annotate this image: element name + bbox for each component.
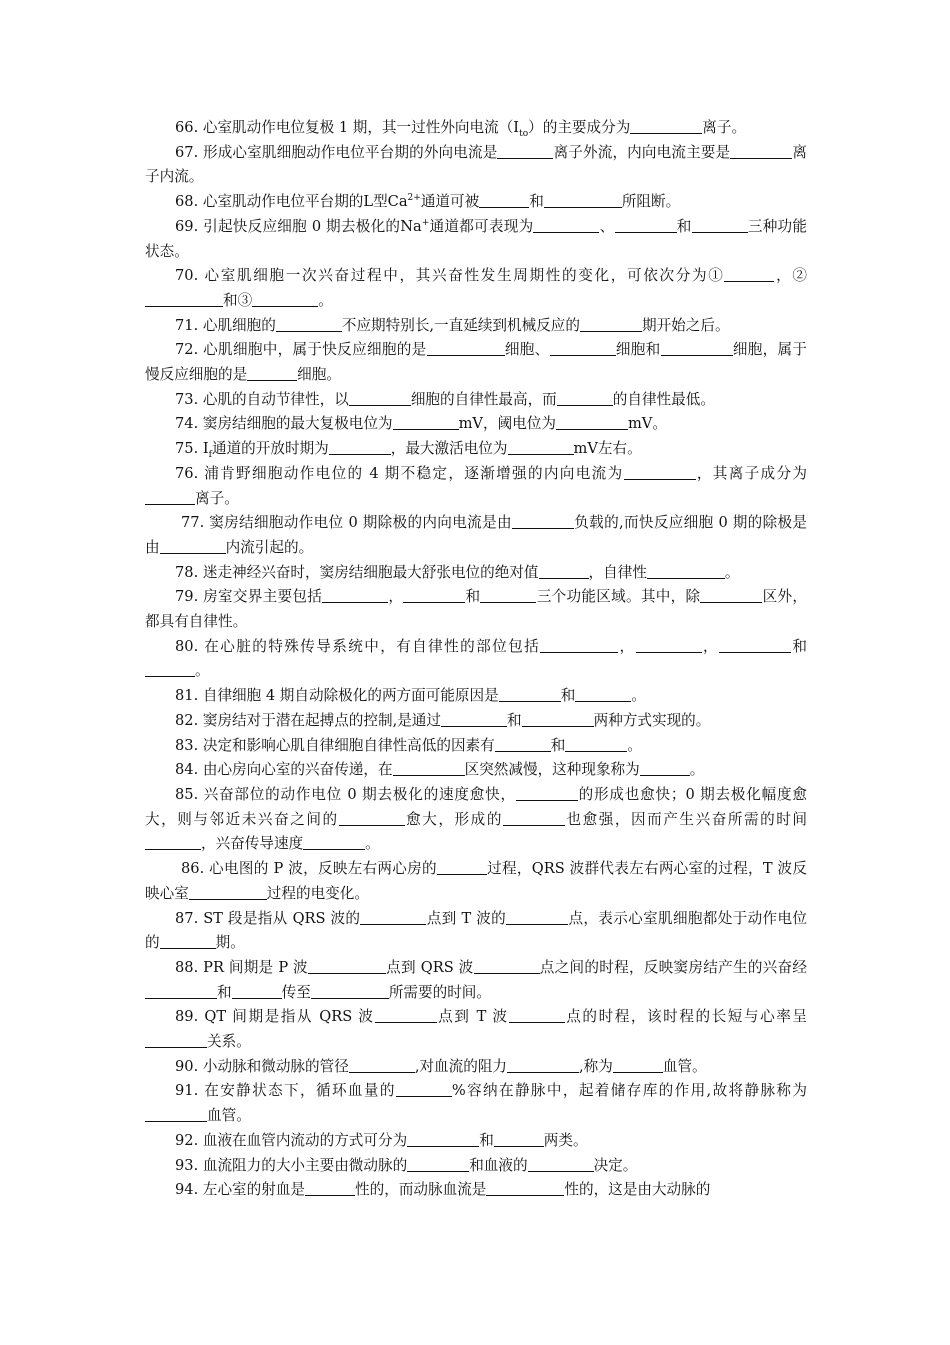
subscript-text: f — [208, 450, 212, 461]
answer-blank[interactable] — [145, 834, 201, 850]
answer-blank[interactable] — [661, 340, 733, 356]
question-text: 。 — [689, 761, 705, 779]
answer-blank[interactable] — [550, 340, 616, 356]
answer-blank[interactable] — [303, 834, 365, 850]
question-number: 87. — [175, 909, 204, 927]
answer-blank[interactable] — [522, 711, 594, 727]
answer-blank[interactable] — [375, 1007, 437, 1023]
question-text: 关系。 — [207, 1033, 251, 1051]
question-text: 离子。 — [195, 489, 239, 507]
question-text: 引起快反应细胞 0 期去极化的Na — [203, 217, 422, 235]
question-item — [145, 190, 807, 215]
answer-blank[interactable] — [407, 1131, 479, 1147]
answer-blank[interactable] — [145, 661, 195, 677]
question-text: 过程的电变化。 — [266, 884, 369, 902]
question-text: ，自律性 — [588, 563, 647, 581]
question-text: 形成心室肌细胞动作电位平台期的外向电流是 — [202, 143, 498, 161]
question-item — [145, 116, 807, 141]
answer-blank[interactable] — [544, 192, 622, 208]
question-text: 在心脏的特殊传导系统中，有自律性的部位包括 — [204, 637, 541, 655]
fill-in-blank-question-list — [145, 116, 807, 1203]
question-text: 和血液的 — [469, 1156, 528, 1174]
subscript-text: to — [519, 128, 529, 139]
answer-blank[interactable] — [624, 464, 696, 480]
question-number: 77. — [181, 514, 210, 532]
question-text: %容纳在静脉中，起着储存库的作用,故将静脉称为 — [451, 1082, 807, 1100]
answer-blank[interactable] — [700, 587, 762, 603]
question-text: ， — [388, 588, 404, 606]
question-item — [145, 1178, 807, 1203]
question-text: PR 间期是 P 波 — [203, 958, 308, 976]
question-text: 过程，QRS 波群代表左右两心室的过程，T 波反映心室 — [145, 860, 807, 902]
question-text: 。 — [195, 662, 210, 680]
answer-blank[interactable] — [636, 637, 702, 653]
question-number: 81. — [175, 687, 203, 705]
answer-blank[interactable] — [145, 983, 217, 999]
answer-blank[interactable] — [557, 390, 613, 406]
question-text: 细胞的自律性最高，而 — [410, 390, 557, 408]
question-text: 心肌细胞中，属于快反应细胞的是 — [203, 341, 427, 359]
question-number: 79. — [175, 588, 204, 606]
question-item — [145, 857, 807, 906]
answer-blank[interactable] — [724, 266, 774, 282]
question-item — [145, 561, 807, 586]
question-text: 细胞和 — [615, 341, 661, 359]
answer-blank[interactable] — [497, 143, 553, 159]
question-text: ST 段是指从 QRS 波的 — [203, 909, 361, 927]
question-text: 和 — [550, 736, 566, 754]
question-text: ）的主要成分为 — [528, 119, 631, 136]
question-text: 传至 — [281, 983, 311, 1001]
question-number: 93. — [175, 1156, 203, 1174]
question-text: 心肌细胞的 — [202, 316, 276, 334]
question-item — [145, 1005, 807, 1054]
question-text: 通道都可表现为 — [429, 217, 534, 235]
question-item — [145, 684, 807, 709]
answer-blank[interactable] — [305, 1180, 355, 1196]
answer-blank[interactable] — [145, 489, 195, 505]
answer-blank[interactable] — [145, 1106, 207, 1122]
question-text: 内流引起的。 — [225, 538, 314, 556]
question-text: ， — [701, 637, 719, 655]
question-text: 通道的开放时期为 — [211, 440, 329, 458]
question-item — [145, 956, 807, 1005]
question-number: 89. — [175, 1008, 205, 1026]
answer-blank[interactable] — [509, 1007, 565, 1023]
question-item — [145, 141, 807, 190]
question-text: 的自律性最低。 — [612, 390, 715, 408]
question-text: 和 — [465, 588, 481, 606]
question-number: 66. — [175, 119, 203, 136]
answer-blank[interactable] — [393, 760, 465, 776]
question-text: 、 — [599, 217, 615, 235]
answer-blank[interactable] — [407, 1156, 469, 1172]
answer-blank[interactable] — [507, 1057, 579, 1073]
question-text: 所需要的时间。 — [388, 983, 491, 1001]
question-text: 点之间的时程，反映窦房结产生的兴奋经 — [539, 958, 807, 976]
answer-blank[interactable] — [322, 587, 388, 603]
question-text: 。 — [631, 687, 646, 705]
answer-blank[interactable] — [499, 686, 561, 702]
question-text: 血管。 — [207, 1107, 251, 1125]
question-text: 心室肌动作电位复极 1 期，其一过性外向电流（I — [202, 119, 520, 136]
question-text: 和 — [479, 1131, 494, 1149]
question-number: 75. — [175, 440, 203, 458]
answer-blank[interactable] — [474, 958, 540, 974]
answer-blank[interactable] — [480, 587, 536, 603]
question-number: 73. — [175, 390, 203, 408]
question-item — [145, 388, 807, 413]
question-number: 72. — [175, 341, 204, 359]
answer-blank[interactable] — [640, 760, 690, 776]
question-text: 心室肌动作电位平台期的L型Ca — [202, 193, 408, 211]
question-item — [145, 1055, 807, 1080]
question-text: 和 — [676, 217, 692, 235]
question-text: 和 — [529, 193, 544, 211]
answer-blank[interactable] — [160, 933, 216, 949]
question-text: 决定。 — [593, 1156, 638, 1174]
question-text: 自律细胞 4 期自动除极化的两方面可能原因是 — [202, 687, 499, 705]
answer-blank[interactable] — [575, 686, 631, 702]
question-text: 血流阻力的大小主要由微动脉的 — [202, 1156, 408, 1174]
question-number: 92. — [175, 1131, 203, 1149]
question-item — [145, 1154, 807, 1179]
question-text: 窦房结细胞动作电位 0 期除极的内向电流是由 — [209, 514, 512, 532]
superscript-text: 2+ — [407, 193, 421, 204]
answer-blank[interactable] — [528, 1156, 594, 1172]
question-text: 期开始之后。 — [641, 316, 730, 334]
question-text: 负载的,而快反应细胞 0 期的除极是由 — [145, 514, 808, 556]
question-text: 通道可被 — [420, 193, 480, 211]
answer-blank[interactable] — [540, 637, 618, 653]
question-text: ,称为 — [579, 1057, 613, 1075]
answer-blank[interactable] — [479, 192, 529, 208]
question-item — [145, 758, 807, 783]
answer-blank[interactable] — [516, 785, 578, 801]
question-text: 性的，而动脉血流是 — [355, 1181, 487, 1199]
question-text: 。 — [724, 563, 740, 581]
answer-blank[interactable] — [189, 884, 267, 900]
question-text: ，兴奋传导速度 — [201, 835, 304, 853]
question-text: 左心室的射血是 — [202, 1181, 306, 1199]
answer-blank[interactable] — [403, 587, 465, 603]
question-text: 点到 T 波的 — [426, 909, 507, 927]
question-number: 80. — [175, 637, 205, 655]
question-text: 两种方式实现的。 — [593, 711, 711, 729]
question-item — [145, 635, 807, 684]
answer-blank[interactable] — [276, 316, 342, 332]
answer-blank[interactable] — [494, 1131, 544, 1147]
question-item — [145, 907, 807, 956]
question-text: 离子内流。 — [145, 143, 807, 186]
answer-blank[interactable] — [503, 810, 565, 826]
question-number: 69. — [175, 217, 204, 235]
question-number: 94. — [175, 1181, 203, 1199]
question-number: 74. — [175, 415, 203, 433]
question-text: 窦房结细胞的最大复极电位为 — [202, 415, 393, 433]
question-item — [145, 585, 807, 634]
question-text: 和 — [507, 711, 522, 729]
answer-blank[interactable] — [437, 859, 487, 875]
superscript-text: + — [421, 217, 430, 228]
question-text: mV。 — [627, 415, 667, 433]
question-text: 点到 T 波 — [436, 1008, 509, 1026]
question-item — [145, 734, 807, 759]
answer-blank[interactable] — [252, 291, 318, 307]
question-item — [145, 1129, 807, 1154]
question-text: 的形成也愈快；0 期去极化幅度愈大，则与邻近未兴奋之间的 — [145, 785, 807, 828]
answer-blank[interactable] — [615, 217, 677, 233]
question-text: 血液在血管内流动的方式可分为 — [202, 1131, 408, 1149]
answer-blank[interactable] — [613, 1057, 663, 1073]
answer-blank[interactable] — [508, 439, 574, 455]
answer-blank[interactable] — [308, 958, 386, 974]
question-number: 68. — [175, 193, 203, 211]
answer-blank[interactable] — [145, 291, 223, 307]
answer-blank[interactable] — [247, 365, 297, 381]
answer-blank[interactable] — [311, 983, 389, 999]
question-text: 细胞。 — [297, 366, 341, 384]
question-number: 76. — [175, 464, 205, 482]
question-text: 和 — [560, 687, 576, 705]
question-text: 窦房结对于潜在起搏点的控制,是通过 — [202, 711, 441, 729]
question-number: 82. — [175, 711, 203, 729]
question-text: 两类。 — [543, 1131, 588, 1149]
question-text: 小动脉和微动脉的管径 — [202, 1057, 349, 1075]
answer-blank[interactable] — [539, 563, 589, 579]
question-item — [145, 783, 807, 857]
question-text: QT 间期是指从 QRS 波 — [204, 1008, 375, 1026]
question-text: 离子外流，内向电流主要是 — [553, 143, 731, 161]
question-text: 细胞，属于慢反应细胞的是 — [145, 341, 807, 384]
question-text: 兴奋部位的动作电位 0 期去极化的速度愈快， — [203, 785, 516, 803]
answer-blank[interactable] — [486, 1180, 564, 1196]
question-text: 迷走神经兴奋时，窦房结细胞最大舒张电位的绝对值 — [202, 563, 539, 581]
question-number: 78. — [175, 563, 203, 581]
question-text: 心电图的 P 波，反映左右两心房的 — [209, 860, 437, 878]
question-number: 70. — [175, 267, 205, 285]
question-text: 点到 QRS 波 — [385, 958, 474, 976]
answer-blank[interactable] — [565, 736, 627, 752]
question-text: 三种功能状态。 — [145, 217, 807, 260]
question-text: ，最大激活电位为 — [390, 440, 508, 458]
answer-blank[interactable] — [339, 810, 405, 826]
answer-blank[interactable] — [556, 414, 628, 430]
answer-blank[interactable] — [396, 1081, 452, 1097]
question-text: 细胞、 — [504, 341, 550, 359]
question-text: ,对血流的阻力 — [414, 1057, 508, 1075]
question-text: 区外，都具有自律性。 — [145, 588, 807, 631]
question-text: 在安静状态下，循环血量的 — [204, 1082, 396, 1100]
question-number: 83. — [175, 736, 203, 754]
answer-blank[interactable] — [393, 414, 459, 430]
question-number: 90. — [175, 1057, 203, 1075]
question-text: 离子。 — [702, 119, 747, 136]
question-number: 86. — [181, 860, 210, 878]
answer-blank[interactable] — [647, 563, 725, 579]
question-number: 67. — [175, 143, 203, 161]
answer-blank[interactable] — [145, 1032, 207, 1048]
answer-blank[interactable] — [533, 217, 599, 233]
question-text: I — [202, 440, 209, 458]
answer-blank[interactable] — [232, 983, 282, 999]
answer-blank[interactable] — [512, 513, 574, 529]
question-number: 71. — [175, 316, 203, 334]
question-text: 。 — [318, 291, 333, 309]
answer-blank[interactable] — [692, 217, 748, 233]
question-text: ，其离子成分为 — [695, 464, 807, 482]
question-text: ， — [618, 637, 636, 655]
answer-blank[interactable] — [495, 736, 551, 752]
question-item — [145, 215, 807, 264]
question-text: 期。 — [215, 934, 245, 952]
answer-blank[interactable] — [580, 316, 642, 332]
question-text: 由心房向心室的兴奋传递，在 — [202, 761, 393, 779]
answer-blank[interactable] — [427, 340, 505, 356]
question-text: 区突然减慢，这种现象称为 — [464, 761, 640, 779]
question-item — [145, 314, 807, 339]
question-text: mV左右。 — [573, 440, 642, 458]
question-text: 点，表示心室肌细胞都处于动作电位的 — [145, 909, 807, 952]
question-number: 91. — [175, 1082, 205, 1100]
question-text: 性的，这是由大动脉的 — [564, 1181, 711, 1199]
answer-blank[interactable] — [630, 118, 702, 134]
question-text: 和 — [217, 983, 232, 1001]
question-item — [145, 1079, 807, 1128]
question-text: 浦肯野细胞动作电位的 4 期不稳定，逐渐增强的内向电流为 — [204, 464, 624, 482]
question-number: 88. — [175, 958, 204, 976]
question-text: 血管。 — [662, 1057, 707, 1075]
question-text: 房室交界主要包括 — [203, 588, 323, 606]
question-text: 也愈强，因而产生兴奋所需的时间 — [564, 810, 807, 828]
answer-blank[interactable] — [719, 637, 791, 653]
question-text: 和 — [790, 637, 807, 655]
question-item — [145, 511, 807, 560]
question-text: 愈大，形成的 — [404, 810, 503, 828]
question-item — [145, 338, 807, 387]
answer-blank[interactable] — [441, 711, 507, 727]
question-text: 三个功能区域。其中，除 — [536, 588, 701, 606]
question-text: 决定和影响心肌自律细胞自律性高低的因素有 — [202, 736, 495, 754]
answer-blank[interactable] — [506, 909, 568, 925]
question-text: 。 — [627, 736, 642, 754]
answer-blank[interactable] — [349, 1057, 415, 1073]
question-text: 不应期特别长,一直延续到机械反应的 — [341, 316, 580, 334]
question-text: 。 — [365, 835, 380, 853]
question-number: 84. — [175, 761, 203, 779]
question-text: mV，阈电位为 — [458, 415, 556, 433]
answer-blank[interactable] — [360, 909, 426, 925]
answer-blank[interactable] — [349, 390, 411, 406]
question-text: ，② — [774, 267, 807, 285]
question-text: 心室肌细胞一次兴奋过程中，其兴奋性发生周期性的变化，可依次分为① — [204, 267, 725, 285]
question-text: 和③ — [223, 291, 253, 309]
question-item — [145, 437, 807, 462]
question-item — [145, 412, 807, 437]
answer-blank[interactable] — [329, 439, 391, 455]
question-text: 点的时程，该时程的长短与心率呈 — [564, 1008, 807, 1026]
answer-blank[interactable] — [160, 538, 226, 554]
question-item — [145, 462, 807, 511]
question-text: 心肌的自动节律性，以 — [202, 390, 349, 408]
question-text: 所阻断。 — [621, 193, 681, 211]
question-item — [145, 264, 807, 313]
question-number: 85. — [175, 785, 204, 803]
answer-blank[interactable] — [730, 143, 792, 159]
question-item — [145, 709, 807, 734]
